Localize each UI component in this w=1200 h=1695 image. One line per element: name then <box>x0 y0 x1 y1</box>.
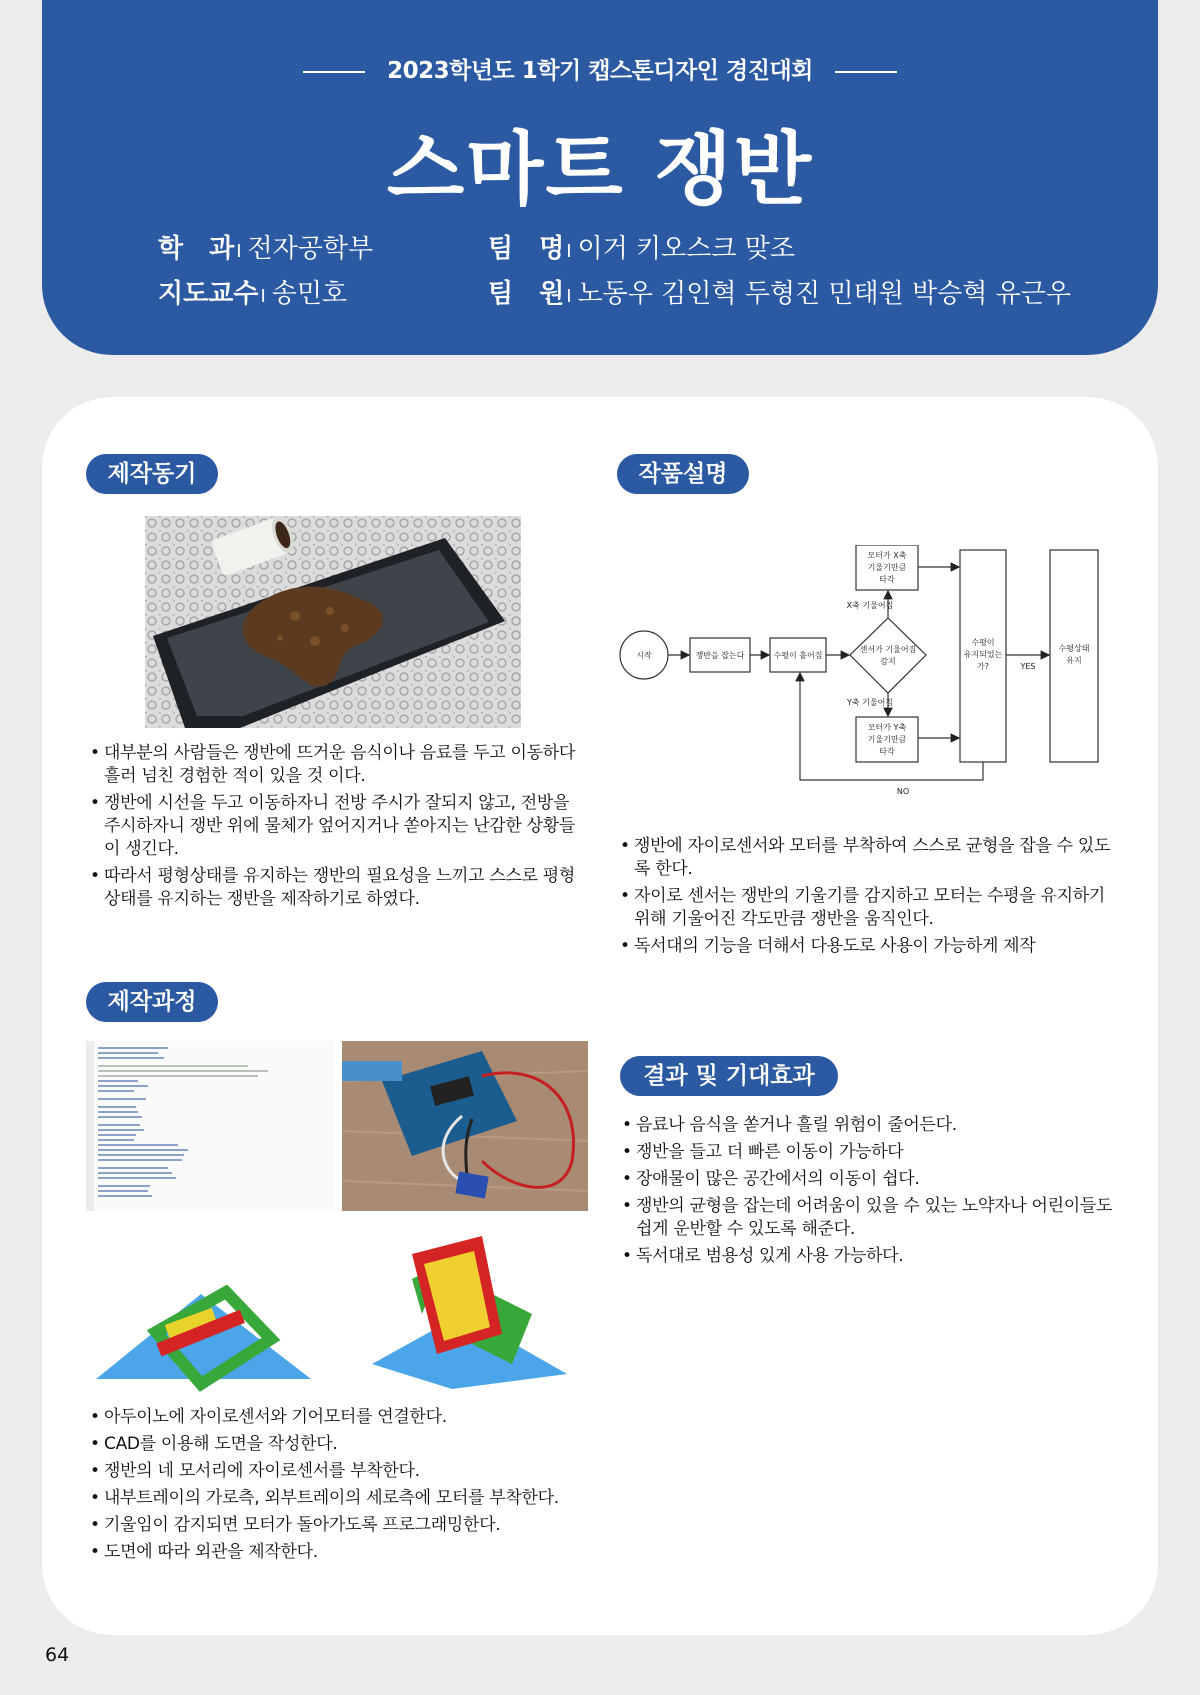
spilled-tray-illustration <box>145 516 521 728</box>
flow-check-label: 수평이 <box>971 638 995 647</box>
contest-name: 2023학년도 1학기 캡스톤디자인 경진대회 <box>387 58 813 84</box>
cad-tray-model-illustration <box>86 1224 334 1392</box>
prof-row <box>158 273 347 310</box>
flow-keep-label: 유지 <box>1066 656 1082 665</box>
dept-label: 학 과 <box>158 234 235 264</box>
contest-title <box>42 52 1158 85</box>
list-item: • 도면에 따라 외관을 제작한다. <box>90 1541 590 1564</box>
members-label: 팀 원 <box>488 279 565 309</box>
cad-model-image-2 <box>342 1224 588 1392</box>
results-list <box>622 1114 1118 1272</box>
flow-motor-y-label: 모터가 Y축 <box>867 723 907 732</box>
flow-y-tilt-label: Y축 기울어짐 <box>846 698 894 707</box>
flow-keep-label: 수평상태 <box>1058 644 1090 653</box>
flow-detect-diamond <box>850 618 926 693</box>
project-title: 스마트 쟁반 <box>386 123 814 216</box>
team-row <box>488 228 795 265</box>
dept-value: 전자공학부 <box>247 234 374 264</box>
list-item: • 자이로 센서는 쟁반의 기울기를 감지하고 모터는 수평을 유지하기 위해 기울어진 각도만큼 쟁반을 움직인다. <box>620 885 1116 931</box>
flow-motor-x-label: 모터가 X축 <box>867 551 907 560</box>
motivation-list <box>90 742 582 915</box>
list-item: • 내부트레이의 가로측, 외부트레이의 세로측에 모터를 부착한다. <box>90 1487 590 1510</box>
cad-model-image-1 <box>86 1224 334 1392</box>
flow-motor-y-label: 타각 <box>879 747 895 756</box>
cad-stand-model-illustration <box>342 1224 588 1392</box>
list-item: • 장애물이 많은 공간에서의 이동이 쉽다. <box>622 1168 1118 1191</box>
list-item: • 독서대로 범용성 있게 사용 가능하다. <box>622 1245 1118 1268</box>
code-lines-illustration <box>86 1041 334 1211</box>
list-item: • 쟁반의 균형을 잡는데 어려움이 있을 수 있는 노약자나 어린이들도 쉽게 운반할 수 있도록 해준다. <box>622 1195 1118 1241</box>
divider-line <box>835 71 897 73</box>
arduino-code-screenshot <box>86 1041 334 1211</box>
list-item: • 음료나 음식을 쏟거나 흘릴 위험이 줄어든다. <box>622 1114 1118 1137</box>
flow-check-label: 가? <box>977 662 989 671</box>
list-item: • 기울임이 감지되면 모터가 돌아가도록 프로그래밍한다. <box>90 1514 590 1537</box>
team-value: 이거 키오스크 맞조 <box>577 234 796 264</box>
dept-row <box>158 228 373 265</box>
section-heading-motivation: 제작동기 <box>86 454 218 494</box>
section-heading-description: 작품설명 <box>617 454 749 494</box>
flow-break-label: 수평이 흩어짐 <box>773 651 823 660</box>
flow-detect-label: 센서가 기울어짐 <box>859 645 917 654</box>
team-label: 팀 명 <box>488 234 565 264</box>
list-item: • CAD를 이용해 도면을 작성한다. <box>90 1433 590 1456</box>
flow-motor-x-label: 기울기만큼 <box>867 563 907 572</box>
list-item: • 쟁반에 자이로센서와 모터를 부착하여 스스로 균형을 잡을 수 있도록 한다. <box>620 835 1116 881</box>
members-value: 노동우 김인혁 두형진 민태원 박승혁 유근우 <box>577 279 1071 309</box>
separator: I <box>566 241 572 262</box>
separator: I <box>566 286 572 307</box>
page-number: 64 <box>45 1644 70 1666</box>
flow-yes-label: YES <box>1020 662 1036 671</box>
separator: I <box>260 286 266 307</box>
list-item: • 아두이노에 자이로센서와 기어모터를 연결한다. <box>90 1406 590 1429</box>
section-heading-process: 제작과정 <box>86 982 218 1022</box>
flow-x-tilt-label: X축 기울어짐 <box>846 601 894 610</box>
prof-label: 지도교수 <box>158 279 259 309</box>
members-row <box>488 273 1071 310</box>
prof-value: 송민호 <box>271 279 348 309</box>
arduino-wiring-photo <box>342 1041 588 1211</box>
flowchart <box>618 545 1108 800</box>
flow-no-label: NO <box>896 787 910 796</box>
flow-hold-label: 쟁반을 잡는다 <box>695 651 745 660</box>
flow-check-label: 유지되었는 <box>963 650 1003 659</box>
description-list <box>620 835 1116 962</box>
list-item: • 독서대의 기능을 더해서 다용도로 사용이 가능하게 제작 <box>620 935 1116 958</box>
flow-start-label: 시작 <box>636 651 652 660</box>
list-item: • 쟁반의 네 모서리에 자이로센서를 부착한다. <box>90 1460 590 1483</box>
header-banner <box>42 0 1158 355</box>
list-item: • 대부분의 사람들은 쟁반에 뜨거운 음식이나 음료를 두고 이동하다 흘러 넘친 경험한 적이 있을 것 이다. <box>90 742 582 788</box>
spilled-tray-photo <box>145 516 521 728</box>
list-item: • 쟁반을 들고 더 빠른 이동이 가능하다 <box>622 1141 1118 1164</box>
flow-motor-x-label: 타각 <box>879 575 895 584</box>
divider-line <box>303 71 365 73</box>
list-item: • 따라서 평형상태를 유지하는 쟁반의 필요성을 느끼고 스스로 평형상태를 유지하는 쟁반을 제작하기로 하였다. <box>90 865 582 911</box>
process-list <box>90 1406 590 1568</box>
flow-detect-label: 감지 <box>880 657 896 666</box>
section-heading-results: 결과 및 기대효과 <box>620 1056 838 1096</box>
flow-motor-y-label: 기울기만큼 <box>867 735 907 744</box>
separator: I <box>236 241 242 262</box>
list-item: • 쟁반에 시선을 두고 이동하자니 전방 주시가 잘되지 않고, 전방을 주시하자니 쟁반 위에 물체가 엎어지거나 쏟아지는 난감한 상황들이 생긴다. <box>90 792 582 861</box>
arduino-board-illustration <box>342 1041 588 1211</box>
